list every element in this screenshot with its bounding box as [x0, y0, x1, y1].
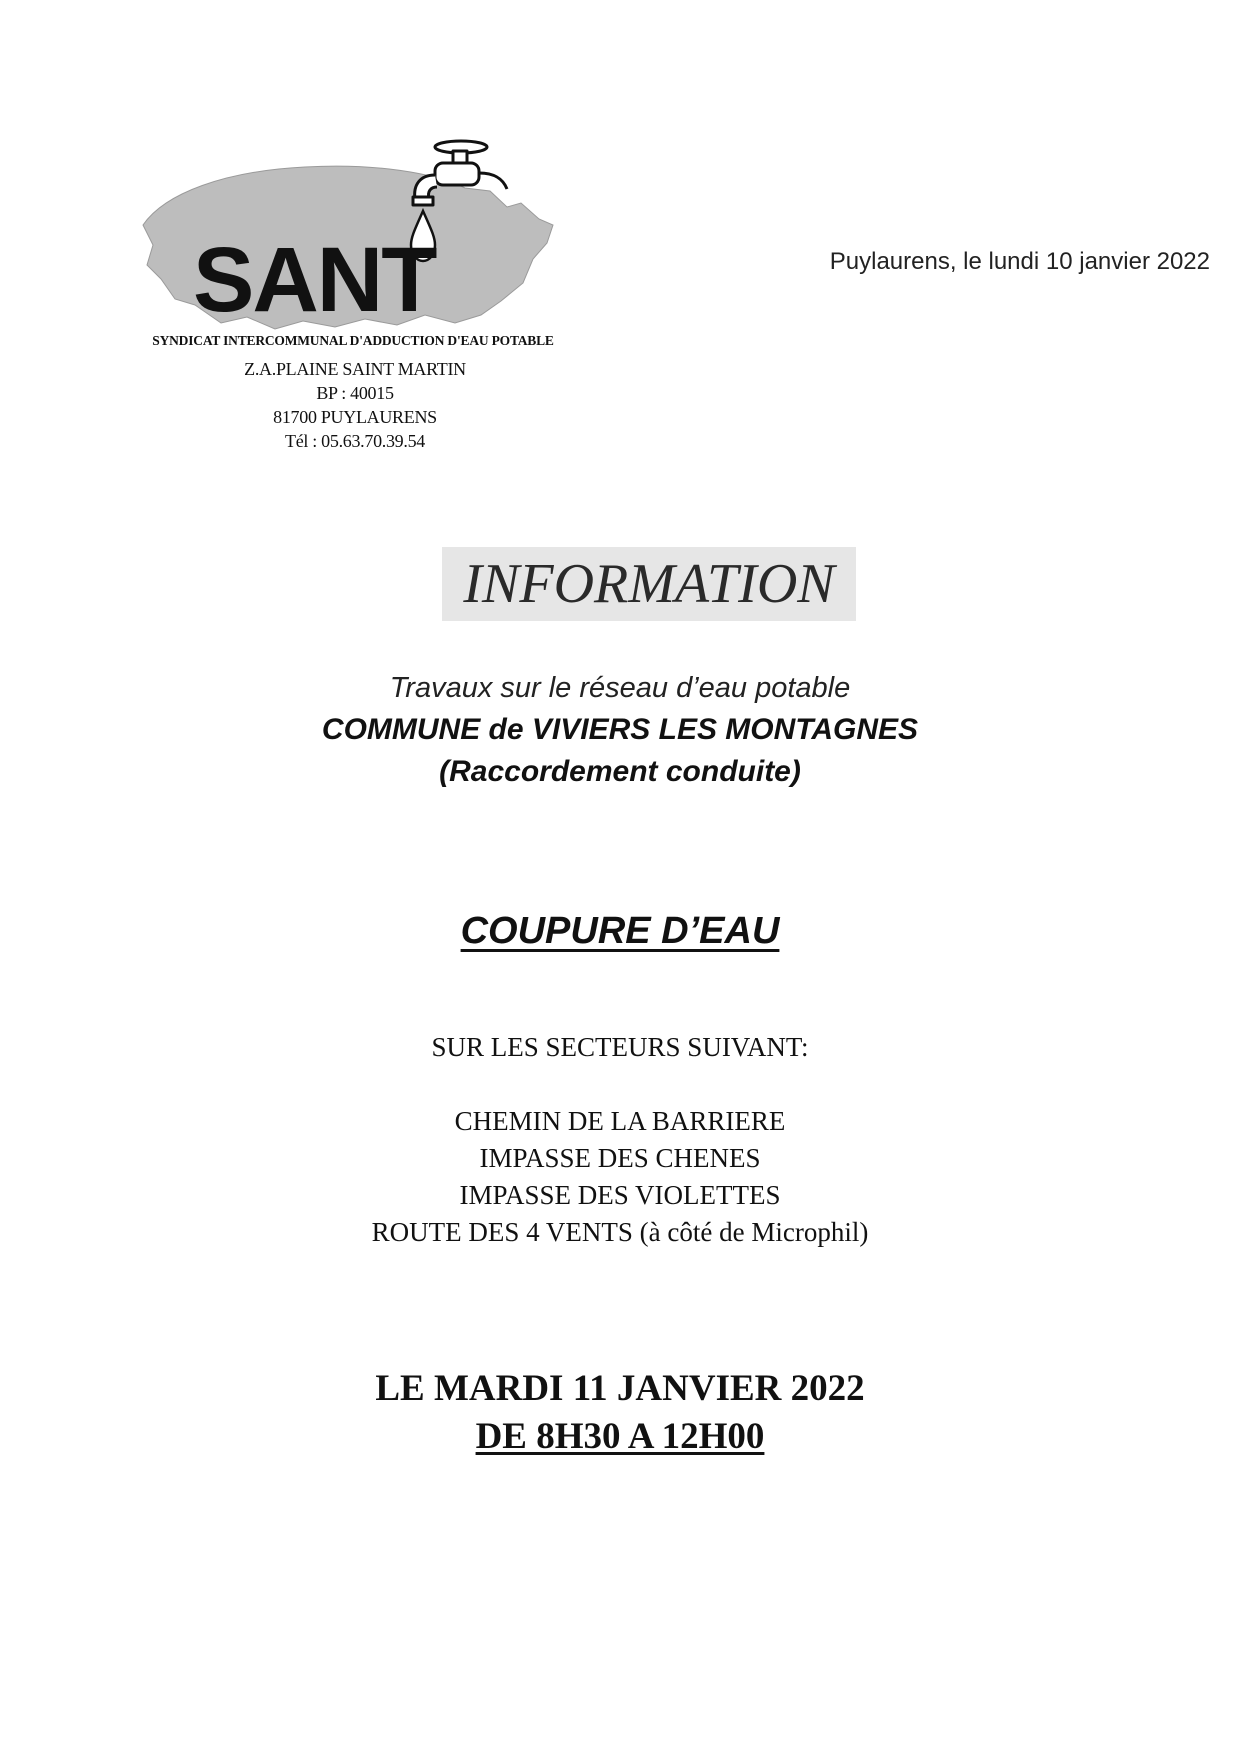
works-detail: (Raccordement conduite)	[439, 755, 801, 788]
cut-heading: COUPURE D’EAU	[460, 910, 780, 952]
sant-logo	[135, 133, 567, 353]
cut-schedule	[0, 1365, 1240, 1461]
address-line: BP : 40015	[316, 383, 394, 403]
sector-item: ROUTE DES 4 VENTS (à côté de Microphil)	[371, 1217, 869, 1247]
sector-item: IMPASSE DES CHENES	[479, 1143, 761, 1173]
sector-item: IMPASSE DES VIOLETTES	[459, 1180, 781, 1210]
letterhead	[135, 133, 567, 453]
cut-date: LE MARDI 11 JANVIER 2022	[375, 1368, 865, 1409]
logo-subtitle: SYNDICAT INTERCOMMUNAL D'ADDUCTION D'EAU POTABLE	[152, 333, 554, 348]
address-line: 81700 PUYLAURENS	[273, 407, 437, 427]
sender-address	[135, 357, 575, 453]
sectors-list	[0, 1103, 1240, 1251]
cut-time: DE 8H30 A 12H00	[475, 1416, 765, 1457]
document-title: INFORMATION	[442, 547, 856, 621]
works-description	[0, 667, 1240, 793]
sectors-heading: SUR LES SECTEURS SUIVANT:	[431, 1032, 809, 1062]
address-line: Tél : 05.63.70.39.54	[285, 431, 425, 451]
works-line: Travaux sur le réseau d’eau potable	[389, 672, 851, 704]
logo-wordmark: SANT	[193, 229, 436, 331]
commune-name: COMMUNE de VIVIERS LES MONTAGNES	[321, 713, 919, 746]
date-line: Puylaurens, le lundi 10 janvier 2022	[829, 248, 1210, 275]
sector-item: CHEMIN DE LA BARRIERE	[454, 1106, 786, 1136]
address-line: Z.A.PLAINE SAINT MARTIN	[244, 359, 466, 379]
